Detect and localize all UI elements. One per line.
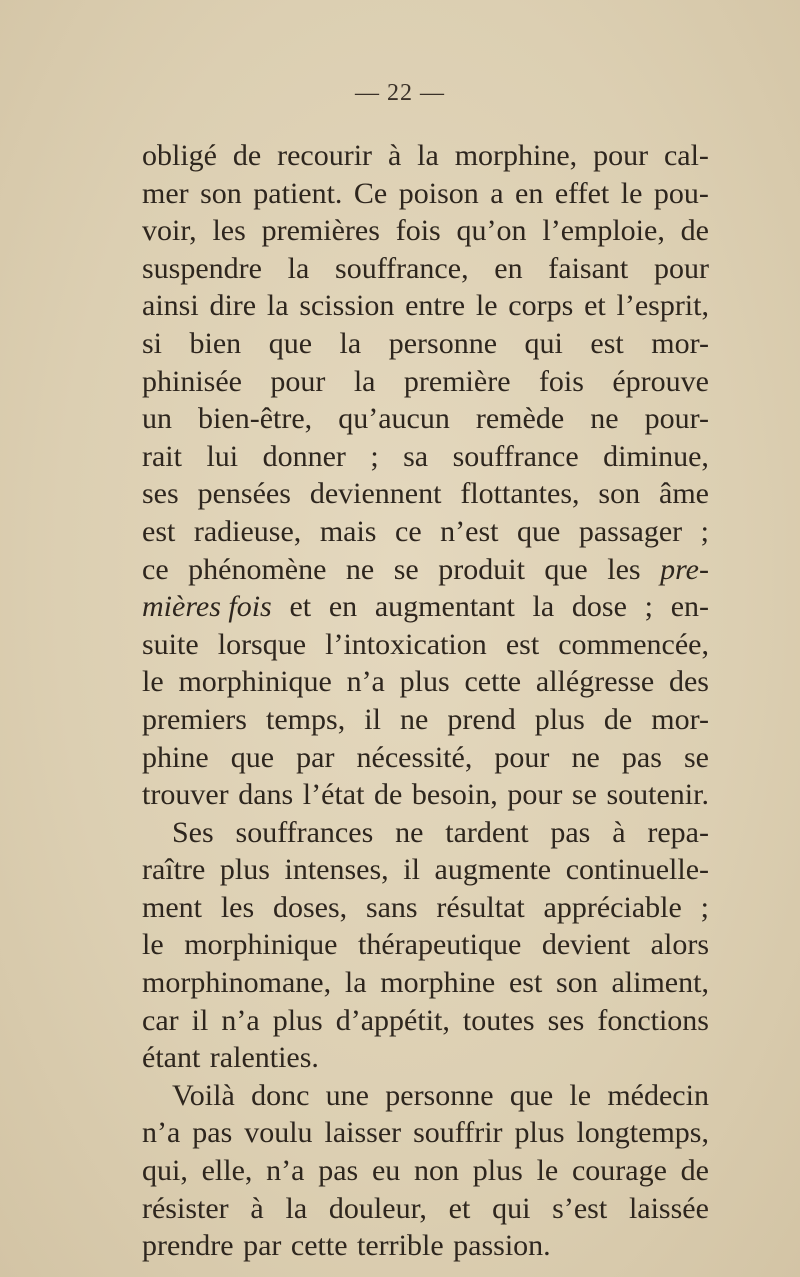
word: flottantes, [460, 477, 580, 511]
word: suspendre [142, 251, 262, 285]
word: le [142, 928, 164, 962]
word: pour [507, 778, 563, 812]
word: morphine, [454, 139, 578, 172]
text-line [142, 1190, 709, 1228]
word: lorsque [217, 627, 307, 661]
word: les [220, 890, 255, 924]
word: si [142, 326, 163, 360]
word: sans [365, 890, 418, 924]
word: pour [494, 740, 550, 774]
page-number: — 22 — [355, 80, 445, 106]
word: fonctions [597, 1003, 709, 1037]
word: que [230, 740, 275, 774]
word: morphine [380, 966, 496, 1000]
line-text: prendre par cette terrible passion. [142, 1229, 551, 1263]
word: radieuse, [193, 514, 302, 548]
word: elle, [201, 1154, 253, 1188]
word: allégresse [535, 665, 655, 699]
word: premiers [142, 702, 247, 736]
word: trouver [142, 778, 229, 812]
word: de [680, 1154, 709, 1188]
word: son [200, 176, 242, 210]
word: qui [492, 1191, 531, 1225]
word: phénomène [188, 552, 327, 586]
text-line [142, 400, 709, 438]
text-line [142, 926, 709, 964]
word: n’est [440, 514, 499, 548]
word: ; [644, 590, 653, 624]
word: doses, [272, 890, 348, 924]
word: corps [508, 289, 574, 323]
word: les [607, 552, 641, 586]
word: la [417, 139, 439, 172]
word: en [328, 590, 358, 624]
word: premières [261, 214, 380, 248]
word: augmentant [374, 590, 515, 624]
word: faisant [548, 251, 629, 285]
text-line [142, 438, 709, 476]
word: dose [571, 590, 627, 624]
text-line [142, 776, 709, 814]
word: ne [395, 815, 424, 849]
word: prend [447, 702, 516, 736]
word: se [683, 740, 709, 774]
word: plus [399, 665, 450, 699]
text-line [142, 663, 709, 701]
word: à [612, 815, 626, 849]
word: âme [659, 477, 709, 511]
word: laissée [628, 1191, 709, 1225]
word: il [403, 853, 420, 887]
italic-word: mières fois [142, 590, 272, 624]
word: qu’aucun [338, 402, 450, 436]
word: que [268, 326, 313, 360]
word: lui [206, 439, 239, 473]
text-line [142, 701, 709, 739]
word: que [509, 1078, 554, 1112]
word: et [289, 590, 312, 624]
text-line [142, 626, 709, 664]
word: remède [475, 402, 565, 436]
word: éprouve [612, 364, 709, 398]
word: poison [398, 176, 479, 210]
word: que [517, 514, 561, 548]
word: l’esprit, [616, 289, 709, 323]
word: souffrances [235, 815, 374, 849]
word: de [603, 702, 633, 736]
text-line [142, 1077, 709, 1115]
word: thérapeutique [358, 928, 522, 962]
word: le [569, 1078, 592, 1112]
word: morphinomane, [142, 966, 332, 1000]
word: pou- [653, 176, 709, 210]
word: commencée, [558, 627, 709, 661]
word: souffrance [452, 439, 579, 473]
word: scission [299, 289, 395, 323]
text-line [142, 212, 709, 250]
word: plus [534, 702, 585, 736]
line-text: étant ralenties. [142, 1041, 319, 1075]
word: a [490, 176, 504, 210]
word: pas [318, 1154, 359, 1188]
word: à [387, 139, 402, 172]
text-line [142, 588, 709, 626]
word: toutes [462, 1003, 535, 1037]
word: ne [571, 740, 600, 774]
word: bien-être, [198, 402, 313, 436]
word: laisser [324, 1116, 402, 1150]
word: passager [578, 514, 683, 548]
word: Ses [172, 815, 214, 849]
word: donc [251, 1078, 310, 1112]
word: une [325, 1078, 369, 1112]
word: souffrance, [335, 251, 469, 285]
word: le [142, 665, 164, 699]
word: tardent [445, 815, 529, 849]
word: ainsi [142, 289, 199, 323]
word: résultat [436, 890, 525, 924]
text-line [142, 1114, 709, 1152]
word: suite [142, 627, 199, 661]
word: ne [400, 702, 429, 736]
word: est [142, 514, 176, 548]
word: il [364, 702, 381, 736]
word: diminue, [603, 439, 709, 473]
word: alors [650, 928, 709, 962]
word: phinisée [142, 364, 242, 398]
word: effet [554, 176, 610, 210]
word: plus [472, 1154, 523, 1188]
text-line [142, 889, 709, 927]
text-line [142, 250, 709, 288]
word: cette [464, 665, 522, 699]
italic-word: pre- [660, 552, 709, 586]
word: se [393, 552, 419, 586]
word: fois [538, 364, 584, 398]
word: est [590, 326, 624, 360]
word: ses [142, 477, 179, 511]
word: résister [142, 1191, 229, 1225]
word: ce [395, 514, 422, 548]
word: ses [547, 1003, 585, 1037]
word: pour- [644, 402, 709, 436]
text-line [142, 1039, 709, 1077]
word: pas [621, 740, 662, 774]
word: l’état [302, 778, 365, 812]
word: et [584, 289, 606, 323]
word: première [403, 364, 511, 398]
body-text [142, 137, 709, 1265]
word: de [680, 214, 709, 248]
word: souffrir [413, 1116, 503, 1150]
text-line [142, 739, 709, 777]
word: bien [189, 326, 242, 360]
text-line [142, 1002, 709, 1040]
text-line [142, 964, 709, 1002]
word: rait [142, 439, 182, 473]
word: la [532, 590, 555, 624]
word: le [536, 1154, 559, 1188]
word: n’a [346, 665, 385, 699]
text-line [142, 137, 709, 175]
word: en- [670, 590, 709, 624]
text-line [142, 551, 709, 589]
word: des [668, 665, 709, 699]
word: fois [395, 214, 441, 248]
text-line [142, 1227, 709, 1265]
word: est [505, 627, 540, 661]
word: longtemps, [576, 1116, 709, 1150]
text-line [142, 513, 709, 551]
word: le [475, 289, 498, 323]
word: ce [142, 552, 169, 586]
word: temps, [266, 702, 346, 736]
word: la [285, 1191, 308, 1225]
word: mor- [651, 326, 709, 360]
word: ne [345, 552, 375, 586]
word: courage [571, 1154, 667, 1188]
word: personne [385, 1078, 494, 1112]
word: à [250, 1191, 264, 1225]
word: est [508, 966, 543, 1000]
word: cal- [663, 139, 709, 172]
word: devient [541, 928, 631, 962]
word: Ce [353, 176, 388, 210]
word: la [339, 326, 362, 360]
word: n’a [221, 1003, 260, 1037]
word: mor- [651, 702, 709, 736]
word: morphinique [184, 928, 338, 962]
word: intenses, [284, 853, 389, 887]
text-line [142, 287, 709, 325]
word: raître [142, 853, 206, 887]
word: en [494, 251, 523, 285]
word: qui [524, 326, 563, 360]
word: nécessité, [356, 740, 473, 774]
word: eu [371, 1154, 401, 1188]
word: continuelle- [565, 853, 709, 887]
word: morphinique [178, 665, 332, 699]
word: voir, [142, 214, 197, 248]
word: et [448, 1191, 471, 1225]
word: n’a [142, 1116, 181, 1150]
word: la [266, 289, 289, 323]
word: de [374, 778, 403, 812]
word: les [212, 214, 246, 248]
text-line [142, 1152, 709, 1190]
word: pas [550, 815, 591, 849]
word: augmente [434, 853, 552, 887]
word: besoin, [411, 778, 498, 812]
word: la [287, 251, 310, 285]
text-line [142, 851, 709, 889]
word: l’intoxication [325, 627, 487, 661]
word: d’appétit, [335, 1003, 450, 1037]
word: pensées [197, 477, 291, 511]
word: aliment, [611, 966, 709, 1000]
word: son [598, 477, 641, 511]
word: ne [590, 402, 619, 436]
word: sa [403, 439, 429, 473]
word: phine [142, 740, 209, 774]
word: médecin [607, 1078, 709, 1112]
text-line [142, 475, 709, 513]
word: s’est [552, 1191, 608, 1225]
word: car [142, 1003, 179, 1037]
word: son [556, 966, 598, 1000]
word: recourir [277, 139, 373, 172]
word: ; [370, 439, 379, 473]
word: que [544, 552, 588, 586]
word: en [515, 176, 544, 210]
word: dans [238, 778, 294, 812]
word: soutenir. [606, 778, 709, 812]
word: donner [262, 439, 346, 473]
word: mer [142, 176, 189, 210]
word: voulu [244, 1116, 313, 1150]
word: la [344, 966, 367, 1000]
word: repa- [647, 815, 709, 849]
text-line [142, 814, 709, 852]
word: n’a [266, 1154, 305, 1188]
word: ; [700, 890, 709, 924]
word: Voilà [172, 1078, 235, 1112]
word: pour [270, 364, 326, 398]
word: patient. [253, 176, 343, 210]
word: qu’on [456, 214, 527, 248]
word: dire [209, 289, 257, 323]
word: il [191, 1003, 209, 1037]
word: produit [438, 552, 525, 586]
word: ment [142, 890, 202, 924]
word: obligé [142, 139, 217, 172]
word: par [296, 740, 335, 774]
word: se [571, 778, 597, 812]
word: pour [593, 139, 649, 172]
word: plus [219, 853, 270, 887]
word: de [232, 139, 262, 172]
word: l’emploie, [542, 214, 665, 248]
word: deviennent [309, 477, 442, 511]
text-line [142, 363, 709, 401]
word: douleur, [328, 1191, 427, 1225]
word: ; [700, 514, 709, 548]
word: qui, [142, 1154, 188, 1188]
word: entre [405, 289, 466, 323]
text-line [142, 175, 709, 213]
word: un [142, 402, 172, 436]
word: plus [272, 1003, 323, 1037]
word: le [620, 176, 643, 210]
word: la [353, 364, 376, 398]
word: appréciable [543, 890, 682, 924]
word: pas [192, 1116, 233, 1150]
word: mais [319, 514, 377, 548]
word: plus [514, 1116, 565, 1150]
text-line [142, 325, 709, 363]
word: non [414, 1154, 460, 1188]
word: personne [388, 326, 498, 360]
word: pour [653, 251, 709, 285]
